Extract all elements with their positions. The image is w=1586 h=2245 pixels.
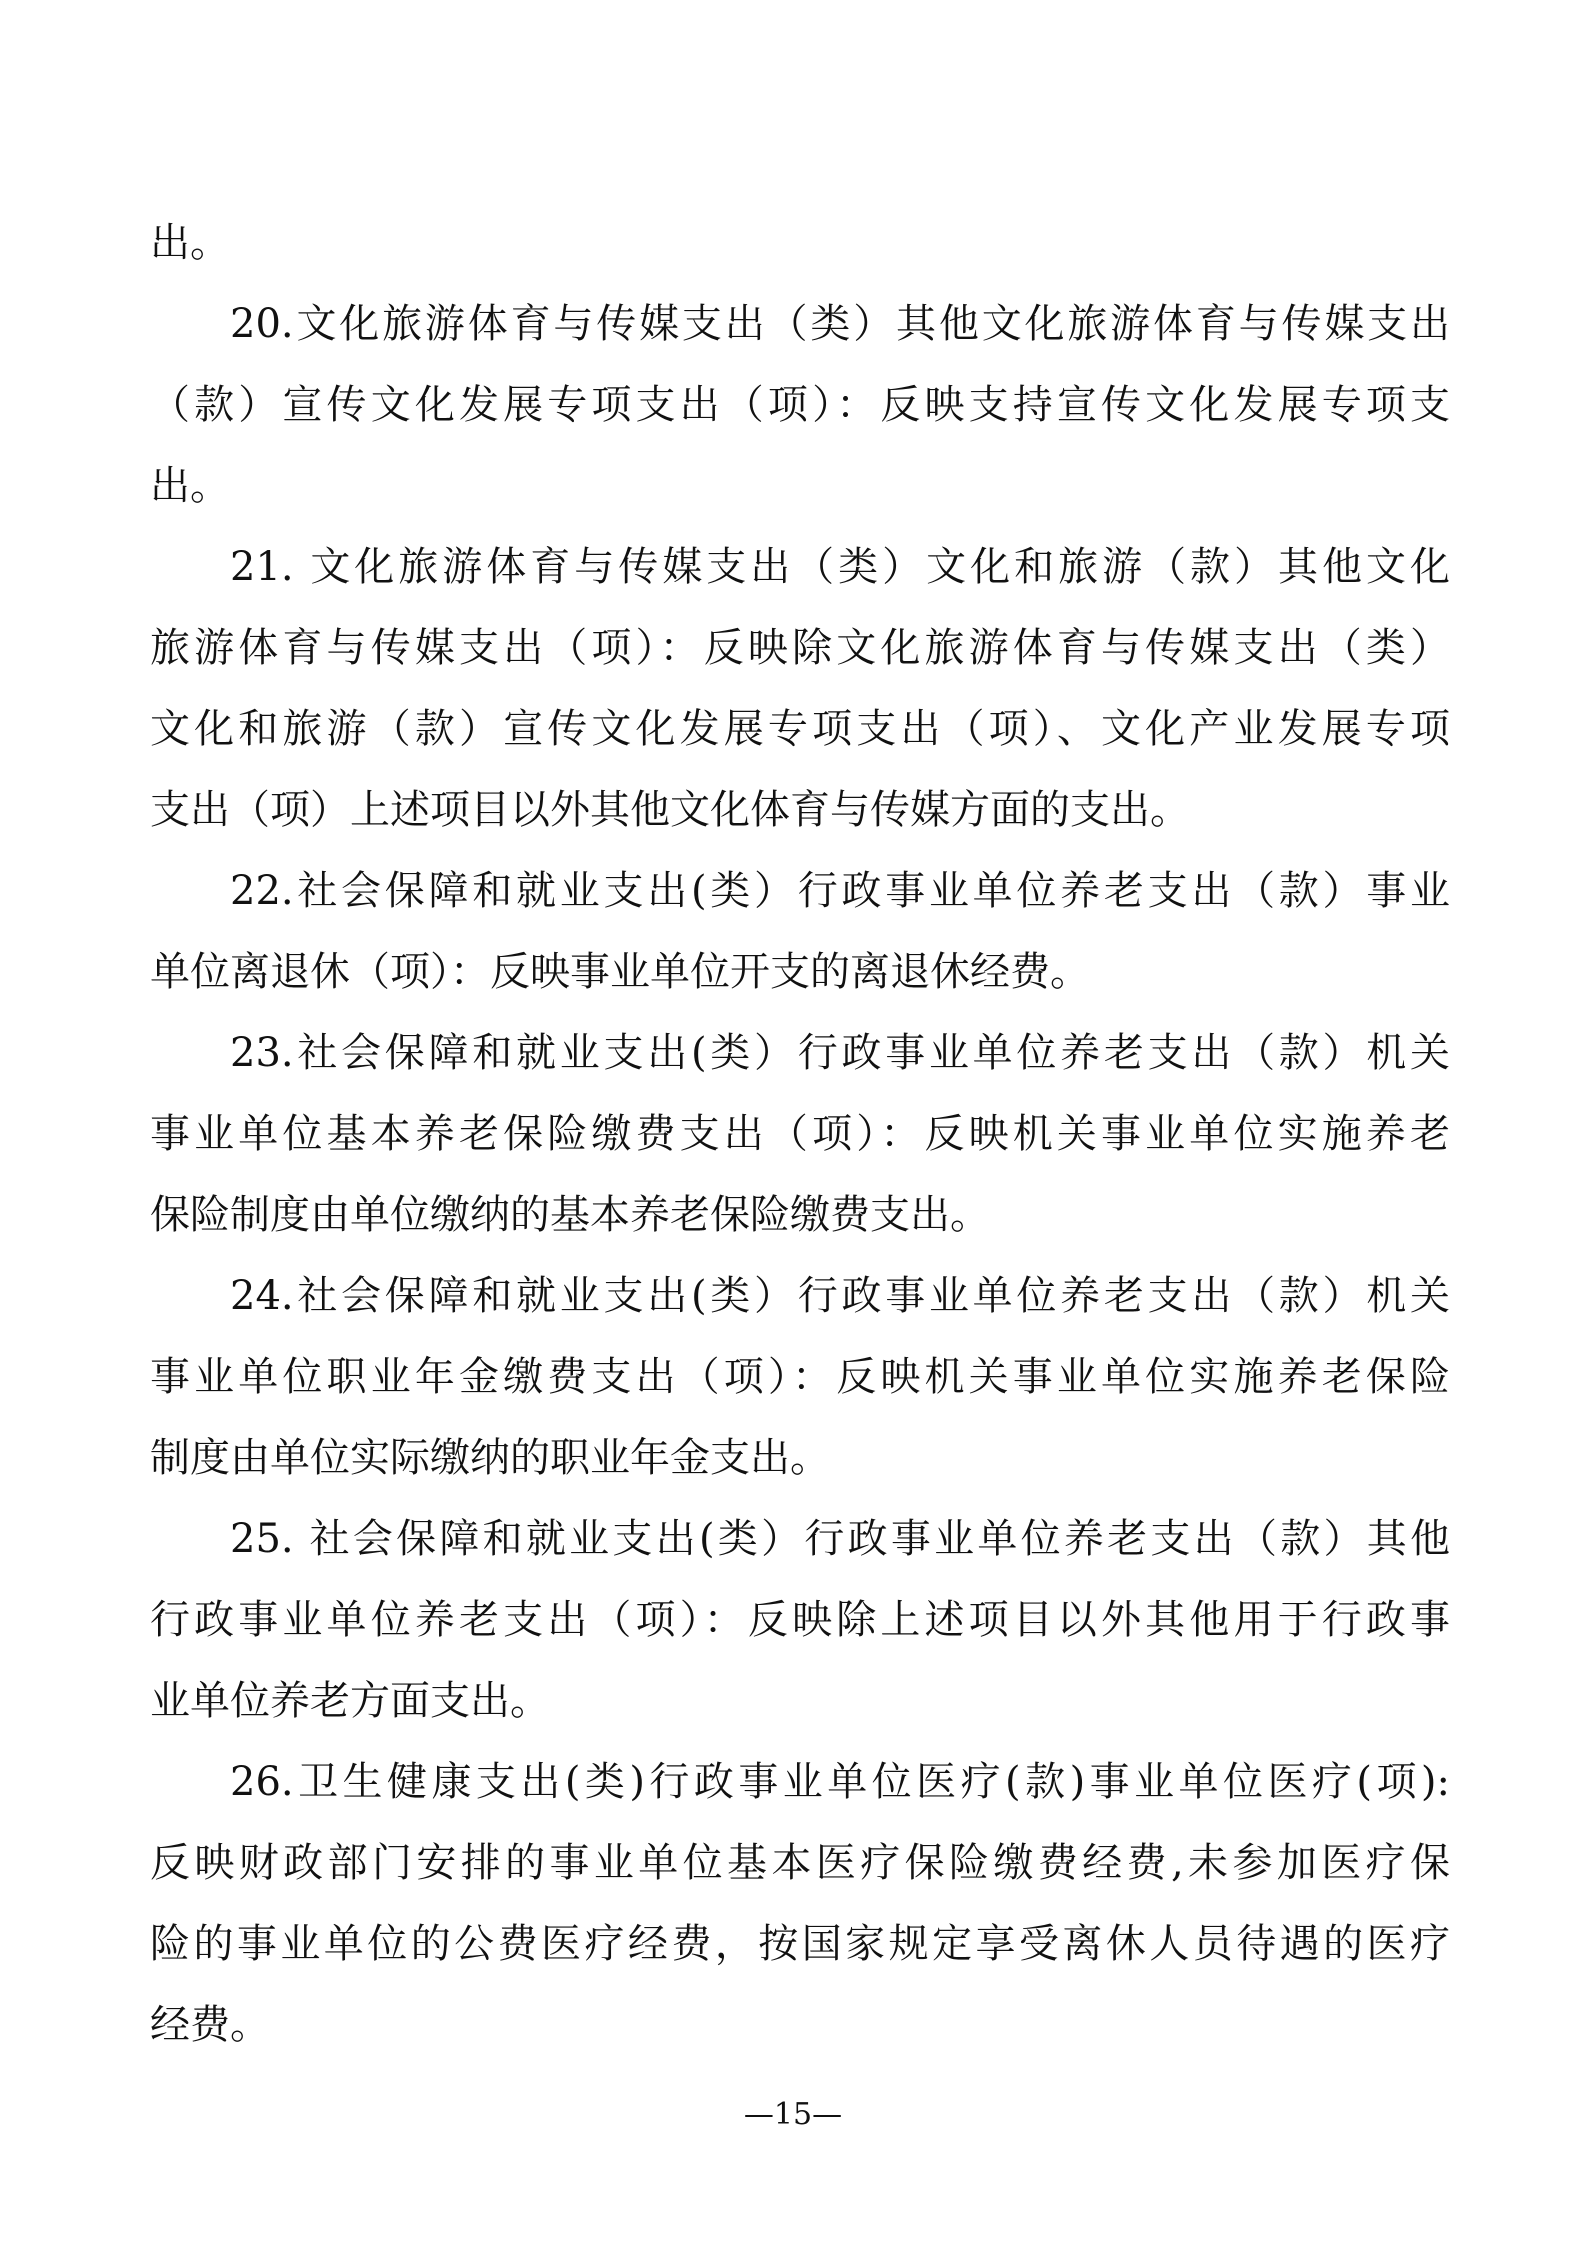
page-number: —15— (743, 2097, 843, 2132)
text-line: 文化和旅游（款）宣传文化发展专项支出（项）、文化产业发展专项 (150, 706, 1450, 752)
text-line: 出。 (150, 220, 230, 266)
text-line: 业单位养老方面支出。 (150, 1678, 550, 1724)
text-line: 制度由单位实际缴纳的职业年金支出。 (150, 1435, 830, 1481)
text-line: 事业单位基本养老保险缴费支出（项）：反映机关事业单位实施养老 (150, 1111, 1450, 1157)
text-line: 支出（项）上述项目以外其他文化体育与传媒方面的支出。 (150, 787, 1190, 833)
paragraph-24-line-1: 24.社会保障和就业支出(类）行政事业单位养老支出（款）机关 (230, 1273, 1450, 1319)
paragraph-21-line-1: 21. 文化旅游体育与传媒支出（类）文化和旅游（款）其他文化 (230, 544, 1450, 590)
paragraph-26-line-1: 26.卫生健康支出(类)行政事业单位医疗(款)事业单位医疗(项): (230, 1759, 1450, 1805)
paragraph-22-line-1: 22.社会保障和就业支出(类）行政事业单位养老支出（款）事业 (230, 868, 1450, 914)
text-line: （款）宣传文化发展专项支出（项）：反映支持宣传文化发展专项支 (150, 382, 1450, 428)
text-line: 反映财政部门安排的事业单位基本医疗保险缴费经费,未参加医疗保 (150, 1840, 1450, 1886)
text-line: 旅游体育与传媒支出（项）：反映除文化旅游体育与传媒支出（类） (150, 625, 1450, 671)
text-line: 事业单位职业年金缴费支出（项）：反映机关事业单位实施养老保险 (150, 1354, 1450, 1400)
text-line: 险的事业单位的公费医疗经费，按国家规定享受离休人员待遇的医疗 (150, 1921, 1450, 1967)
text-line: 经费。 (150, 2002, 270, 2048)
text-line: 行政事业单位养老支出（项）：反映除上述项目以外其他用于行政事 (150, 1597, 1450, 1643)
paragraph-25-line-1: 25. 社会保障和就业支出(类）行政事业单位养老支出（款）其他 (230, 1516, 1450, 1562)
paragraph-23-line-1: 23.社会保障和就业支出(类）行政事业单位养老支出（款）机关 (230, 1030, 1450, 1076)
text-line: 保险制度由单位缴纳的基本养老保险缴费支出。 (150, 1192, 990, 1238)
text-line: 单位离退休（项）：反映事业单位开支的离退休经费。 (150, 949, 1090, 995)
text-line: 出。 (150, 463, 230, 509)
paragraph-20-line-1: 20.文化旅游体育与传媒支出（类）其他文化旅游体育与传媒支出 (230, 301, 1450, 347)
